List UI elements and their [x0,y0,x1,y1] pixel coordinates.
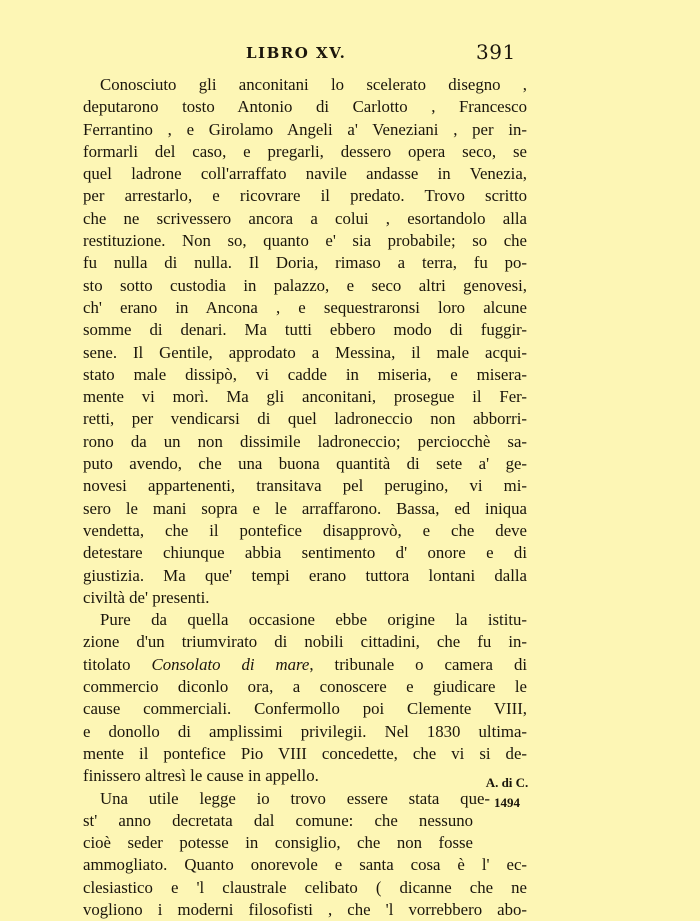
text-line: ch' erano in Ancona , e sequestraronsi loro alcune [83,297,527,317]
text-line: Una utile legge io trovo essere stata que- [100,788,490,808]
text-line: ammogliato. Quanto onorevole e santa cosa è l' ec- [83,855,527,875]
line-prefix: titolato [83,654,152,674]
text-line: cioè seder potesse in consiglio, che non fosse [83,833,473,853]
text-line: st' anno decretata dal comune: che nessuno [83,810,473,830]
text-line: che ne scrivessero ancora a colui , esortandolo alla [83,208,527,228]
marginal-note-era: A. di C. [485,775,529,790]
text-line: sene. Il Gentile, approdato a Messina, il male acqui- [83,342,527,362]
text-line: vendetta, che il pontefice disapprovò, e che deve [83,520,527,540]
text-line: giustizia. Ma que' tempi erano tuttora lontani dalla [83,565,527,585]
text-line: stato male dissipò, vi cadde in miseria, e misera- [83,364,527,384]
text-line: finissero altresì le cause in appello. [83,766,319,786]
text-line: detestare chiunque abbia sentimento d' onore e di [83,543,527,563]
text-line: quel ladrone coll'arraffato navile andasse in Venezia, [83,164,527,184]
text-line: mente il pontefice Pio VIII concedette, che vi si de- [83,743,527,763]
text-line: Ferrantino , e Girolamo Angeli a' Veneziani , per in- [83,119,527,139]
text-line: rono da un non dissimile ladroneccio; perciocchè sa- [83,431,527,451]
marginal-date-note [477,773,537,813]
text-line: zione d'un triumvirato di nobili cittadini, che fu in- [83,632,527,652]
text-line: mente vi morì. Ma gli anconitani, prosegue il Fer- [83,387,527,407]
text-line: restituzione. Non so, quanto e' sia probabile; so che [83,231,527,251]
text-line: cause commerciali. Confermollo poi Clemente VIII, [83,699,527,719]
text-line: civiltà de' presenti. [83,587,210,607]
text-line: e donollo di amplissimi privilegii. Nel 1830 ultima- [83,721,527,741]
running-title: LIBRO XV. [246,44,347,62]
text-line: formarli del caso, e pregarli, dessero opera seco, se [83,141,527,161]
text-line: commercio diconlo ora, a conoscere e giudicare le [83,677,527,697]
page-number: 391 [476,40,516,64]
text-line: Conosciuto gli anconitani lo scelerato disegno , [100,75,527,94]
text-line: fu nulla di nulla. Il Doria, rimaso a terra, fu po- [83,253,527,273]
body-text [83,74,527,921]
text-line: somme di denari. Ma tutti ebbero modo di fuggir- [83,320,527,340]
text-line: deputarono tosto Antonio di Carlotto , Francesco [83,97,527,117]
text-line: per arrestarlo, e ricovrare il predato. Trovo scritto [83,186,527,206]
text-line: novesi appartenenti, transitava pel perugino, vi mi- [83,476,527,496]
institution-title: Consolato di mare [151,654,310,674]
text-line: retti, per vendicarsi di quel ladroneccio non abborri- [83,409,527,429]
text-line: clesiastico e 'l claustrale celibato ( dicanne che ne [83,877,527,897]
marginal-note-year: 1494 [494,795,520,810]
text-line: vogliono i moderni filosofisti , che 'l vorrebbero abo- [83,899,527,919]
text-line: Pure da quella occasione ebbe origine la istitu- [100,610,527,630]
text-line: sero le mani sopra e le arraffarono. Bassa, ed iniqua [83,498,527,518]
text-line: sto sotto custodia in palazzo, e seco altri genovesi, [83,275,527,295]
line-suffix: , tribunale o camera di [309,654,527,674]
text-line: puto avendo, che una buona quantità di sete a' ge- [83,454,527,474]
text-line-with-title [83,654,527,676]
